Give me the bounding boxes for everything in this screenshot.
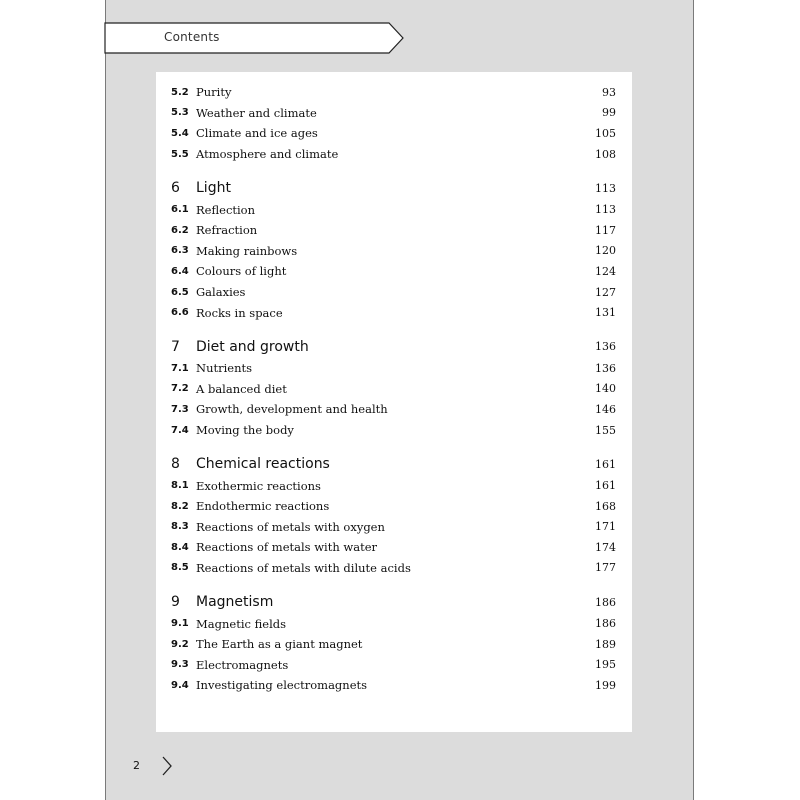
- toc-section: [156, 454, 632, 578]
- entry-title: Reactions of metals with water: [196, 540, 378, 555]
- chapter-title: Magnetism: [196, 594, 274, 611]
- toc-entry[interactable]: [156, 613, 632, 634]
- entry-title: Reactions of metals with oxygen: [196, 519, 385, 534]
- entry-number: 5.5: [171, 148, 189, 160]
- entry-number: 8.1: [171, 480, 189, 492]
- contents-tab-arrow: [0, 0, 800, 60]
- chapter-heading[interactable]: [156, 337, 632, 357]
- chapter-title: Diet and growth: [196, 338, 309, 355]
- entry-number: 5.4: [171, 127, 189, 139]
- page-number: 2: [133, 759, 140, 772]
- entry-page-number: 105: [595, 126, 616, 140]
- entry-page-number: 93: [602, 85, 616, 99]
- entry-number: 8.2: [171, 500, 189, 512]
- toc-entry[interactable]: [156, 634, 632, 655]
- entry-page-number: 99: [602, 106, 616, 120]
- toc-section: [156, 337, 632, 440]
- entry-title: Magnetic fields: [196, 616, 287, 631]
- chapter-page-number: 161: [595, 457, 616, 471]
- toc-section: [156, 592, 632, 695]
- entry-number: 6.5: [171, 286, 189, 298]
- entry-title: Endothermic reactions: [196, 499, 330, 514]
- entry-title: Colours of light: [196, 264, 287, 279]
- entry-page-number: 189: [595, 637, 616, 651]
- entry-title: Weather and climate: [196, 105, 317, 120]
- toc-entry[interactable]: [156, 475, 632, 496]
- entry-number: 6.6: [171, 307, 189, 319]
- entry-page-number: 108: [595, 147, 616, 161]
- entry-title: Climate and ice ages: [196, 126, 318, 141]
- chapter-page-number: 136: [595, 340, 616, 354]
- toc-panel: [156, 72, 632, 732]
- toc-entry[interactable]: [156, 123, 632, 144]
- entry-number: 5.2: [171, 86, 189, 98]
- entry-number: 6.3: [171, 245, 189, 257]
- entry-title: Making rainbows: [196, 243, 298, 258]
- toc-entry[interactable]: [156, 420, 632, 441]
- entry-page-number: 127: [595, 285, 616, 299]
- toc-entry[interactable]: [156, 103, 632, 124]
- toc-entry[interactable]: [156, 517, 632, 538]
- entry-number: 7.1: [171, 362, 189, 374]
- entry-title: Galaxies: [196, 285, 246, 300]
- toc-entry[interactable]: [156, 302, 632, 323]
- entry-page-number: 124: [595, 264, 616, 278]
- entry-title: Reactions of metals with dilute acids: [196, 560, 411, 575]
- chapter-heading[interactable]: [156, 178, 632, 198]
- toc-entry[interactable]: [156, 675, 632, 696]
- entry-title: Moving the body: [196, 423, 294, 438]
- entry-title: The Earth as a giant magnet: [196, 637, 363, 652]
- entry-number: 6.1: [171, 204, 189, 216]
- chapter-heading[interactable]: [156, 592, 632, 612]
- entry-title: A balanced diet: [196, 381, 287, 396]
- toc-entry[interactable]: [156, 282, 632, 303]
- toc-entry[interactable]: [156, 144, 632, 165]
- entry-title: Electromagnets: [196, 657, 289, 672]
- entry-page-number: 177: [595, 561, 616, 575]
- contents-tab-label: Contents: [164, 30, 220, 44]
- toc-entry[interactable]: [156, 220, 632, 241]
- entry-number: 9.3: [171, 659, 189, 671]
- toc-entry[interactable]: [156, 358, 632, 379]
- entry-page-number: 186: [595, 617, 616, 631]
- entry-title: Purity: [196, 85, 232, 100]
- entry-title: Investigating electromagnets: [196, 678, 368, 693]
- toc-section: [156, 178, 632, 323]
- entry-number: 7.3: [171, 403, 189, 415]
- toc-entry[interactable]: [156, 82, 632, 103]
- chapter-number: 6: [171, 180, 180, 197]
- entry-title: Refraction: [196, 223, 258, 238]
- entry-page-number: 131: [595, 306, 616, 320]
- entry-page-number: 120: [595, 244, 616, 258]
- toc-entry[interactable]: [156, 537, 632, 558]
- chapter-number: 8: [171, 456, 180, 473]
- entry-number: 8.5: [171, 562, 189, 574]
- entry-number: 8.3: [171, 521, 189, 533]
- entry-title: Nutrients: [196, 361, 253, 376]
- chapter-number: 9: [171, 594, 180, 611]
- toc-entry[interactable]: [156, 199, 632, 220]
- toc-entry[interactable]: [156, 399, 632, 420]
- entry-page-number: 171: [595, 520, 616, 534]
- entry-title: Reflection: [196, 202, 256, 217]
- entry-number: 6.4: [171, 265, 189, 277]
- entry-page-number: 174: [595, 540, 616, 554]
- toc-entry[interactable]: [156, 241, 632, 262]
- entry-title: Growth, development and health: [196, 402, 388, 417]
- entry-page-number: 199: [595, 678, 616, 692]
- entry-title: Exothermic reactions: [196, 478, 321, 493]
- entry-page-number: 113: [595, 203, 616, 217]
- toc-section: [156, 82, 632, 164]
- entry-number: 7.2: [171, 383, 189, 395]
- entry-number: 9.1: [171, 618, 189, 630]
- entry-number: 9.4: [171, 679, 189, 691]
- toc-entry[interactable]: [156, 496, 632, 517]
- chapter-title: Chemical reactions: [196, 456, 330, 473]
- entry-page-number: 168: [595, 499, 616, 513]
- toc-entry[interactable]: [156, 558, 632, 579]
- entry-page-number: 146: [595, 402, 616, 416]
- entry-page-number: 195: [595, 658, 616, 672]
- toc-entry[interactable]: [156, 379, 632, 400]
- entry-title: Rocks in space: [196, 305, 283, 320]
- chapter-title: Light: [196, 180, 231, 197]
- toc-entry[interactable]: [156, 261, 632, 282]
- table-of-contents: [156, 72, 632, 710]
- entry-page-number: 161: [595, 479, 616, 493]
- chapter-number: 7: [171, 338, 180, 355]
- entry-number: 9.2: [171, 638, 189, 650]
- entry-page-number: 140: [595, 382, 616, 396]
- chevron-right-icon[interactable]: [160, 755, 174, 777]
- entry-number: 8.4: [171, 541, 189, 553]
- entry-title: Atmosphere and climate: [196, 147, 339, 162]
- chapter-page-number: 186: [595, 595, 616, 609]
- chapter-page-number: 113: [595, 181, 616, 195]
- entry-number: 7.4: [171, 424, 189, 436]
- entry-page-number: 117: [595, 223, 616, 237]
- entry-page-number: 155: [595, 423, 616, 437]
- toc-entry[interactable]: [156, 654, 632, 675]
- entry-page-number: 136: [595, 361, 616, 375]
- entry-number: 6.2: [171, 224, 189, 236]
- entry-number: 5.3: [171, 107, 189, 119]
- chapter-heading[interactable]: [156, 454, 632, 474]
